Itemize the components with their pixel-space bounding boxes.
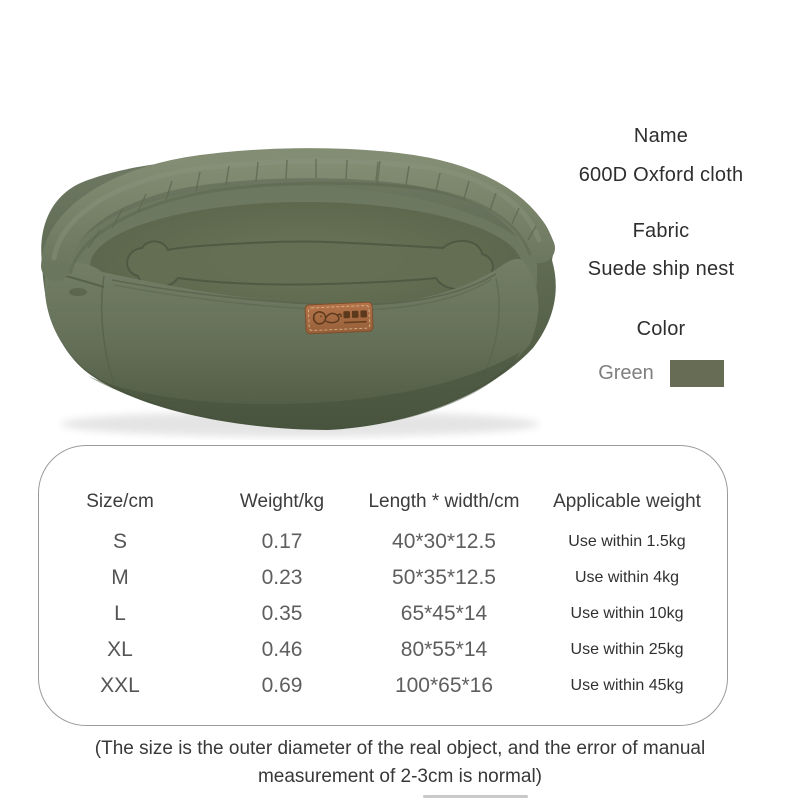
table-row-applicable: Use within 10kg: [570, 605, 684, 622]
table-row-size: S: [112, 530, 127, 553]
table-row-dimensions: 80*55*14: [400, 638, 488, 661]
table-row-dimensions: 65*45*14: [400, 602, 488, 625]
table-row-applicable: Use within 45kg: [570, 677, 684, 694]
name-value: 600D Oxford cloth: [578, 164, 744, 186]
measurement-note: (The size is the outer diameter of the real object, and the error of manual measurement of 2-3cm is normal): [94, 738, 706, 787]
table-row-applicable: Use within 4kg: [574, 569, 680, 586]
color-label: Color: [636, 318, 686, 340]
header-weight: Weight/kg: [239, 491, 325, 512]
bottom-bar: [423, 795, 528, 798]
table-row-applicable: Use within 1.5kg: [568, 533, 686, 550]
color-option: [545, 360, 777, 387]
product-photo: [28, 148, 573, 440]
table-row-size: XXL: [100, 674, 140, 697]
pet-bed-illustration: [28, 148, 573, 440]
fabric-value: Suede ship nest: [587, 258, 735, 280]
color-swatch: [670, 360, 724, 387]
table-row-weight: 0.35: [261, 602, 303, 625]
name-label: Name: [633, 125, 689, 147]
table-row-size: XL: [107, 638, 133, 661]
table-row-weight: 0.23: [261, 566, 303, 589]
table-row-size: L: [114, 602, 126, 625]
color-value: Green: [598, 362, 654, 384]
table-row-weight: 0.46: [261, 638, 303, 661]
header-dimensions: Length * width/cm: [368, 491, 520, 512]
table-row-weight: 0.17: [261, 530, 303, 553]
fabric-label: Fabric: [632, 220, 690, 242]
left-dimple: [69, 288, 87, 296]
table-row-dimensions: 100*65*16: [394, 674, 494, 697]
table-row-applicable: Use within 25kg: [570, 641, 684, 658]
table-row-dimensions: 50*35*12.5: [392, 566, 496, 589]
table-row-dimensions: 40*30*12.5: [392, 530, 496, 553]
brand-tag: [305, 302, 373, 334]
size-table: [38, 445, 728, 726]
header-size: Size/cm: [86, 491, 154, 512]
table-row-size: M: [111, 566, 129, 589]
header-applicable: Applicable weight: [553, 491, 701, 512]
table-row-weight: 0.69: [261, 674, 303, 697]
